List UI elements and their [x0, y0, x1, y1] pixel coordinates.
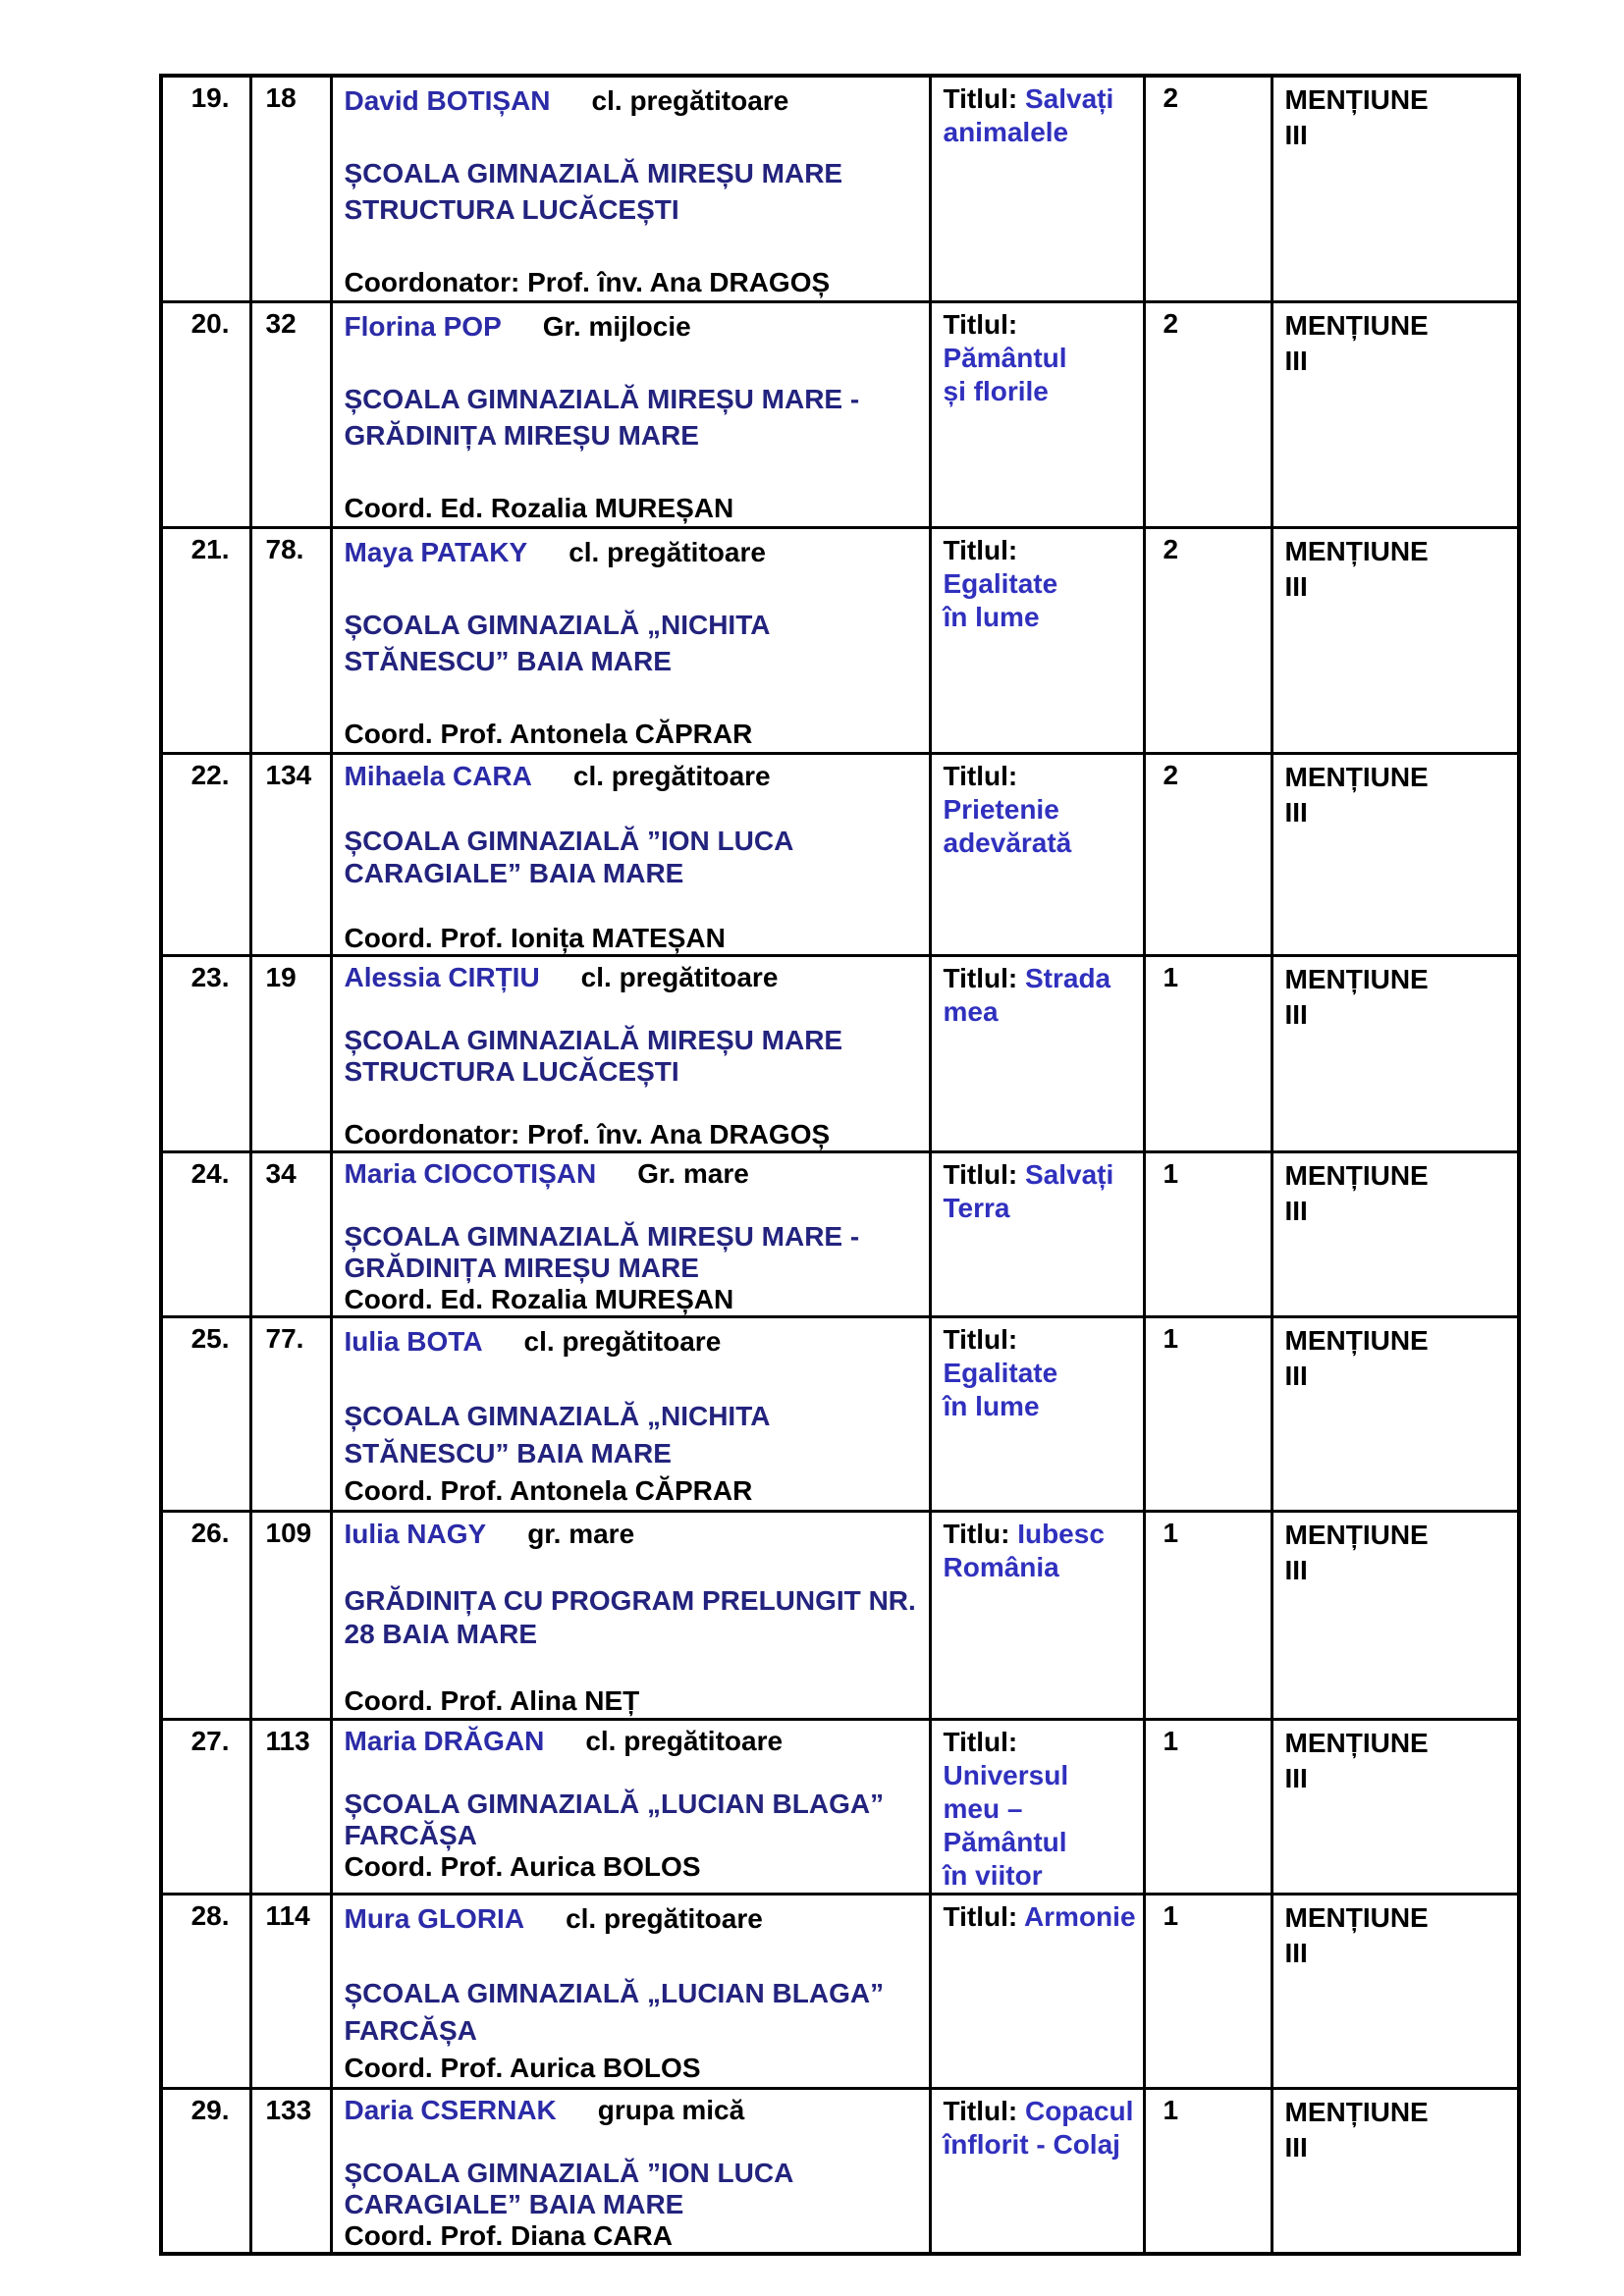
participant-name-line	[345, 1323, 921, 1361]
title-line: înflorit - Colaj	[943, 2129, 1120, 2160]
participant-name-line	[345, 82, 921, 119]
participant-group: cl. pregătitoare	[585, 1726, 784, 1756]
participant-block	[333, 1721, 929, 1883]
blank-line	[345, 228, 921, 264]
award-block	[1273, 1721, 1518, 1796]
school-name-line: ȘCOALA GIMNAZIALĂ „LUCIAN BLAGA”	[344, 1789, 885, 1819]
row-number-cell	[161, 956, 250, 1152]
title-line: Egalitate	[943, 568, 1058, 599]
award-line: III	[1284, 999, 1308, 1030]
award-cell	[1272, 1720, 1519, 1895]
award-block	[1273, 303, 1518, 379]
row-number-cell	[161, 754, 250, 956]
blank-line	[345, 792, 921, 825]
points-cell	[1144, 1317, 1272, 1512]
award-line: MENȚIUNE	[1284, 1160, 1429, 1191]
row-number: 21.	[190, 534, 230, 564]
artwork-title-block	[932, 1721, 1143, 1893]
title-label: Titlul:	[943, 761, 1018, 791]
blank-line	[345, 1757, 921, 1789]
participant-block	[333, 957, 929, 1150]
artwork-title-cell	[930, 956, 1144, 1152]
participant-cell	[331, 2089, 930, 2255]
artwork-title-block	[932, 303, 1143, 408]
entry-number: 18	[265, 82, 297, 113]
table-row	[161, 1317, 1519, 1512]
award-block	[1273, 1153, 1518, 1229]
artwork-title-cell	[930, 302, 1144, 528]
points-value: 1	[1163, 962, 1179, 992]
points-cell	[1144, 1895, 1272, 2089]
participant-block	[333, 2090, 929, 2252]
participant-block	[333, 303, 929, 526]
blank-line	[345, 454, 921, 490]
entry-number-cell	[250, 76, 331, 302]
coordinator-line: Coord. Ed. Rozalia MUREȘAN	[344, 493, 734, 523]
award-block	[1273, 1318, 1518, 1394]
row-number: 28.	[190, 1900, 230, 1931]
artwork-title-cell	[930, 1317, 1144, 1512]
coordinator-line: Coord. Prof. Aurica BOLOS	[344, 1851, 701, 1882]
artwork-title-cell	[930, 1152, 1144, 1317]
title-line: și florile	[943, 376, 1049, 406]
row-number-cell	[161, 528, 250, 754]
participant-name-line	[345, 1726, 921, 1757]
points-cell	[1144, 76, 1272, 302]
participant-cell	[331, 1152, 930, 1317]
school-name-line: FARCĂȘA	[344, 1820, 477, 1850]
row-number: 25.	[190, 1323, 230, 1354]
participant-block	[333, 755, 929, 954]
blank-line	[345, 1190, 921, 1221]
coordinator-line: Coord. Prof. Antonela CĂPRAR	[344, 719, 753, 749]
award-block	[1273, 78, 1518, 153]
row-number-cell	[161, 1895, 250, 2089]
table-row	[161, 1895, 1519, 2089]
school-name-line: ȘCOALA GIMNAZIALĂ MIREȘU MARE -	[344, 384, 860, 414]
coordinator-line: Coord. Prof. Diana CARA	[344, 2220, 673, 2251]
participant-name: David BOTIȘAN	[344, 85, 551, 116]
award-block	[1273, 529, 1518, 605]
school-name-line: FARCĂȘA	[344, 2015, 477, 2046]
table-row	[161, 1152, 1519, 1317]
participant-name-line	[345, 534, 921, 570]
participant-name-line	[345, 2095, 921, 2126]
title-line: animalele	[943, 117, 1069, 147]
artwork-title-block	[932, 1896, 1143, 1934]
artwork-title-cell	[930, 754, 1144, 956]
title-line: Universul	[943, 1760, 1069, 1790]
award-line: III	[1284, 1196, 1308, 1226]
participant-block	[333, 1318, 929, 1510]
title-line: Egalitate	[943, 1358, 1058, 1388]
points-value: 1	[1163, 1726, 1179, 1756]
blank-line	[345, 570, 921, 607]
award-line: III	[1284, 1361, 1308, 1391]
award-line: MENȚIUNE	[1284, 310, 1429, 341]
title-line: Armonie	[1023, 1901, 1136, 1932]
award-cell	[1272, 1512, 1519, 1720]
school-name-line: GRĂDINIȚA MIREȘU MARE	[344, 420, 699, 451]
artwork-title-block	[932, 1513, 1143, 1584]
points-cell	[1144, 956, 1272, 1152]
participant-name-line	[345, 1900, 921, 1938]
title-line: Salvați	[1024, 1159, 1114, 1190]
entry-number-cell	[250, 1895, 331, 2089]
participant-group: grupa mică	[597, 2095, 745, 2125]
title-line: Salvați	[1024, 83, 1114, 114]
row-number: 20.	[190, 308, 230, 339]
blank-line	[345, 1651, 921, 1684]
participant-name-line	[345, 962, 921, 993]
row-number: 23.	[190, 962, 230, 992]
school-name-line: GRĂDINIȚA CU PROGRAM PRELUNGIT NR.	[344, 1585, 916, 1616]
points-value: 2	[1163, 308, 1179, 339]
blank-line	[345, 1361, 921, 1398]
participant-group: cl. pregătitoare	[591, 85, 789, 116]
award-cell	[1272, 1317, 1519, 1512]
artwork-title-block	[932, 755, 1143, 860]
blank-line	[345, 679, 921, 716]
award-cell	[1272, 302, 1519, 528]
award-block	[1273, 755, 1518, 830]
participant-group: Gr. mijlocie	[542, 311, 691, 342]
row-number-cell	[161, 1317, 250, 1512]
award-line: III	[1284, 571, 1308, 602]
participant-name: Florina POP	[344, 311, 502, 342]
title-label: Titlul:	[943, 1324, 1018, 1355]
participant-block	[333, 1513, 929, 1718]
coordinator-line: Coord. Prof. Alina NEȚ	[344, 1685, 640, 1716]
award-block	[1273, 957, 1518, 1033]
school-name-line: ȘCOALA GIMNAZIALĂ „LUCIAN BLAGA”	[344, 1978, 885, 2008]
row-number: 26.	[190, 1518, 230, 1548]
table-row	[161, 1512, 1519, 1720]
participant-name: Mura GLORIA	[344, 1903, 525, 1934]
participant-group: cl. pregătitoare	[523, 1326, 722, 1357]
award-line: III	[1284, 1938, 1308, 1968]
artwork-title-cell	[930, 1895, 1144, 2089]
participant-name: Maya PATAKY	[344, 537, 528, 567]
title-label: Titlul:	[943, 963, 1025, 993]
row-number: 29.	[190, 2095, 230, 2125]
award-line: MENȚIUNE	[1284, 536, 1429, 566]
entry-number-cell	[250, 754, 331, 956]
title-line: meu – Pământul	[943, 1793, 1067, 1857]
coordinator-line: Coord. Prof. Antonela CĂPRAR	[344, 1475, 753, 1506]
school-name-line: ȘCOALA GIMNAZIALĂ ”ION LUCA	[344, 826, 794, 856]
blank-line	[345, 1938, 921, 1975]
points-value: 1	[1163, 1518, 1179, 1548]
row-number: 27.	[190, 1726, 230, 1756]
school-name-line: CARAGIALE” BAIA MARE	[344, 2189, 684, 2219]
entry-number-cell	[250, 1317, 331, 1512]
blank-line	[345, 889, 921, 922]
award-line: MENȚIUNE	[1284, 1902, 1429, 1933]
school-name-line: ȘCOALA GIMNAZIALĂ MIREȘU MARE	[344, 1025, 843, 1055]
participant-cell	[331, 956, 930, 1152]
entry-number-cell	[250, 2089, 331, 2255]
points-value: 1	[1163, 1900, 1179, 1931]
table-row	[161, 2089, 1519, 2255]
award-line: MENȚIUNE	[1284, 1520, 1429, 1550]
award-block	[1273, 1896, 1518, 1971]
entry-number: 113	[265, 1726, 310, 1756]
award-line: MENȚIUNE	[1284, 964, 1429, 994]
blank-line	[345, 1088, 921, 1119]
school-name-line: ȘCOALA GIMNAZIALĂ „NICHITA	[344, 1401, 771, 1431]
school-name-line: ȘCOALA GIMNAZIALĂ „NICHITA	[344, 610, 771, 640]
blank-line	[345, 119, 921, 155]
award-line: III	[1284, 120, 1308, 150]
award-cell	[1272, 1895, 1519, 2089]
title-label: Titlul:	[943, 83, 1025, 114]
entry-number: 134	[265, 760, 312, 790]
row-number-cell	[161, 302, 250, 528]
entry-number: 34	[265, 1158, 297, 1189]
award-line: III	[1284, 1555, 1308, 1585]
title-line: Terra	[943, 1193, 1010, 1223]
artwork-title-cell	[930, 2089, 1144, 2255]
school-name-line: 28 BAIA MARE	[344, 1619, 538, 1649]
entry-number-cell	[250, 1152, 331, 1317]
participant-name: Maria CIOCOTIȘAN	[344, 1158, 597, 1189]
row-number: 22.	[190, 760, 230, 790]
row-number-cell	[161, 2089, 250, 2255]
award-line: III	[1284, 346, 1308, 376]
award-line: III	[1284, 797, 1308, 828]
title-line: România	[943, 1552, 1059, 1582]
school-name-line: ȘCOALA GIMNAZIALĂ MIREȘU MARE -	[344, 1221, 860, 1252]
title-label: Titlul:	[943, 1727, 1018, 1757]
participant-name: Iulia NAGY	[344, 1519, 487, 1549]
entry-number: 114	[265, 1900, 310, 1931]
participant-block	[333, 1153, 929, 1315]
table-row	[161, 754, 1519, 956]
points-value: 1	[1163, 2095, 1179, 2125]
award-line: MENȚIUNE	[1284, 2097, 1429, 2127]
table-row	[161, 528, 1519, 754]
blank-line	[345, 2126, 921, 2158]
title-line: adevărată	[943, 828, 1072, 858]
participant-name: Mihaela CARA	[344, 761, 532, 791]
title-label: Titlul:	[943, 309, 1018, 340]
artwork-title-block	[932, 2090, 1143, 2162]
participant-block	[333, 529, 929, 752]
title-line: Iubesc	[1017, 1519, 1105, 1549]
table-row	[161, 76, 1519, 302]
award-cell	[1272, 2089, 1519, 2255]
school-name-line: STRUCTURA LUCĂCEȘTI	[344, 194, 679, 225]
title-label: Titlul:	[943, 535, 1018, 565]
award-line: MENȚIUNE	[1284, 1728, 1429, 1758]
title-label: Titlul:	[943, 2096, 1025, 2126]
title-label: Titlul:	[943, 1159, 1025, 1190]
points-value: 1	[1163, 1323, 1179, 1354]
award-line: MENȚIUNE	[1284, 84, 1429, 115]
participant-group: cl. pregătitoare	[568, 537, 766, 567]
points-cell	[1144, 1512, 1272, 1720]
participant-cell	[331, 1512, 930, 1720]
entry-number-cell	[250, 528, 331, 754]
title-line: mea	[943, 996, 999, 1027]
title-line: Strada	[1024, 963, 1111, 993]
award-cell	[1272, 754, 1519, 956]
participant-name: Maria DRĂGAN	[344, 1726, 545, 1756]
points-value: 1	[1163, 1158, 1179, 1189]
title-line: în lume	[943, 602, 1040, 632]
entry-number: 133	[265, 2095, 312, 2125]
row-number-cell	[161, 1512, 250, 1720]
table-row	[161, 956, 1519, 1152]
school-name-line: ȘCOALA GIMNAZIALĂ ”ION LUCA	[344, 2158, 794, 2188]
title-line: în viitor	[943, 1860, 1043, 1891]
participant-name-line	[345, 1518, 921, 1551]
participant-group: cl. pregătitoare	[580, 962, 779, 992]
row-number: 19.	[190, 82, 230, 113]
entry-number-cell	[250, 1512, 331, 1720]
award-cell	[1272, 956, 1519, 1152]
points-cell	[1144, 1152, 1272, 1317]
participant-cell	[331, 754, 930, 956]
participant-cell	[331, 1895, 930, 2089]
participant-name: Alessia CIRȚIU	[344, 962, 540, 992]
points-value: 2	[1163, 82, 1179, 113]
points-cell	[1144, 1720, 1272, 1895]
points-cell	[1144, 2089, 1272, 2255]
row-number-cell	[161, 1720, 250, 1895]
school-name-line: STĂNESCU” BAIA MARE	[344, 1438, 672, 1468]
school-name-line: ȘCOALA GIMNAZIALĂ MIREȘU MARE	[344, 158, 843, 188]
school-name-line: GRĂDINIȚA MIREȘU MARE	[344, 1253, 699, 1283]
blank-line	[345, 1551, 921, 1584]
points-value: 2	[1163, 534, 1179, 564]
award-block	[1273, 2090, 1518, 2165]
entry-number: 109	[265, 1518, 312, 1548]
participant-name: Daria CSERNAK	[344, 2095, 557, 2125]
entry-number-cell	[250, 1720, 331, 1895]
school-name-line: STĂNESCU” BAIA MARE	[344, 646, 672, 676]
entry-number: 19	[265, 962, 297, 992]
title-line: Prietenie	[943, 794, 1059, 825]
participant-group: Gr. mare	[637, 1158, 749, 1189]
row-number-cell	[161, 1152, 250, 1317]
participant-name: Iulia BOTA	[344, 1326, 483, 1357]
title-label: Titlu:	[943, 1519, 1018, 1549]
participant-group: cl. pregătitoare	[566, 1903, 763, 1934]
artwork-title-cell	[930, 76, 1144, 302]
awards-table	[159, 74, 1521, 2256]
school-name-line: STRUCTURA LUCĂCEȘTI	[344, 1056, 679, 1087]
points-cell	[1144, 302, 1272, 528]
participant-block	[333, 1896, 929, 2087]
title-line: Pământul	[943, 343, 1067, 373]
title-line: în lume	[943, 1391, 1040, 1421]
title-label: Titlul:	[943, 1901, 1024, 1932]
participant-group: cl. pregătitoare	[572, 761, 771, 791]
participant-block	[333, 78, 929, 300]
row-number: 24.	[190, 1158, 230, 1189]
award-cell	[1272, 76, 1519, 302]
participant-name-line	[345, 308, 921, 345]
entry-number: 32	[265, 308, 297, 339]
participant-name-line	[345, 1158, 921, 1190]
entry-number-cell	[250, 302, 331, 528]
title-line: Copacul	[1024, 2096, 1134, 2126]
artwork-title-block	[932, 529, 1143, 634]
participant-cell	[331, 1317, 930, 1512]
award-cell	[1272, 528, 1519, 754]
artwork-title-cell	[930, 1512, 1144, 1720]
school-name-line: CARAGIALE” BAIA MARE	[344, 858, 684, 888]
coordinator-line: Coordonator: Prof. înv. Ana DRAGOȘ	[344, 1119, 831, 1149]
entry-number: 78.	[265, 534, 304, 564]
entry-number: 77.	[265, 1323, 304, 1354]
artwork-title-block	[932, 957, 1143, 1029]
artwork-title-cell	[930, 1720, 1144, 1895]
table-row	[161, 1720, 1519, 1895]
artwork-title-block	[932, 1318, 1143, 1423]
points-value: 2	[1163, 760, 1179, 790]
points-cell	[1144, 754, 1272, 956]
award-line: III	[1284, 2132, 1308, 2163]
row-number-cell	[161, 76, 250, 302]
participant-cell	[331, 76, 930, 302]
award-line: MENȚIUNE	[1284, 762, 1429, 792]
award-cell	[1272, 1152, 1519, 1317]
artwork-title-cell	[930, 528, 1144, 754]
coordinator-line: Coordonator: Prof. înv. Ana DRAGOȘ	[344, 267, 831, 297]
coordinator-line: Coord. Prof. Ionița MATEȘAN	[344, 923, 726, 953]
award-block	[1273, 1513, 1518, 1588]
coordinator-line: Coord. Ed. Rozalia MUREȘAN	[344, 1284, 734, 1314]
entry-number-cell	[250, 956, 331, 1152]
participant-cell	[331, 1720, 930, 1895]
artwork-title-block	[932, 78, 1143, 149]
table-row	[161, 302, 1519, 528]
participant-name-line	[345, 760, 921, 792]
award-line: MENȚIUNE	[1284, 1325, 1429, 1356]
artwork-title-block	[932, 1153, 1143, 1225]
blank-line	[345, 993, 921, 1025]
participant-cell	[331, 302, 930, 528]
points-cell	[1144, 528, 1272, 754]
participant-group: gr. mare	[527, 1519, 635, 1549]
participant-cell	[331, 528, 930, 754]
award-line: III	[1284, 1763, 1308, 1793]
blank-line	[345, 345, 921, 381]
coordinator-line: Coord. Prof. Aurica BOLOS	[344, 2053, 701, 2083]
